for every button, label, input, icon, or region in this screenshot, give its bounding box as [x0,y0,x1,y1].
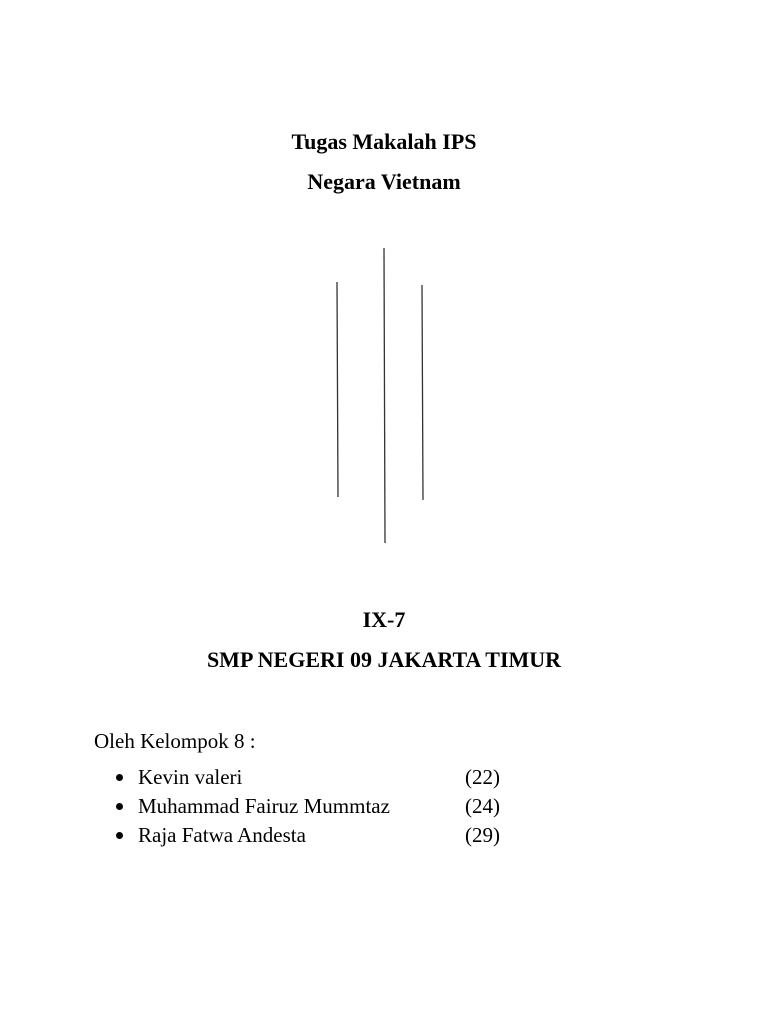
member-number: (24) [465,794,500,818]
bullet-icon [116,774,123,781]
member-number: (22) [465,765,500,789]
document-title: Tugas Makalah IPS [291,129,477,154]
member-list [116,764,536,851]
member-name: Raja Fatwa Andesta [138,823,306,847]
document-subtitle: Negara Vietnam [307,169,461,194]
decorative-line-left [337,282,338,497]
group-label: Oleh Kelompok 8 : [94,729,256,753]
decorative-line-center [384,248,385,543]
school-name: SMP NEGERI 09 JAKARTA TIMUR [206,647,562,672]
member-number: (29) [465,823,500,847]
list-item [116,764,536,793]
class-name: IX-7 [362,607,406,632]
bullet-icon [116,803,123,810]
member-name: Kevin valeri [138,765,243,789]
decorative-line-right [422,285,423,500]
bullet-icon [116,832,123,839]
list-item [116,793,536,822]
list-item [116,822,536,851]
member-name: Muhammad Fairuz Mummtaz [138,794,390,818]
